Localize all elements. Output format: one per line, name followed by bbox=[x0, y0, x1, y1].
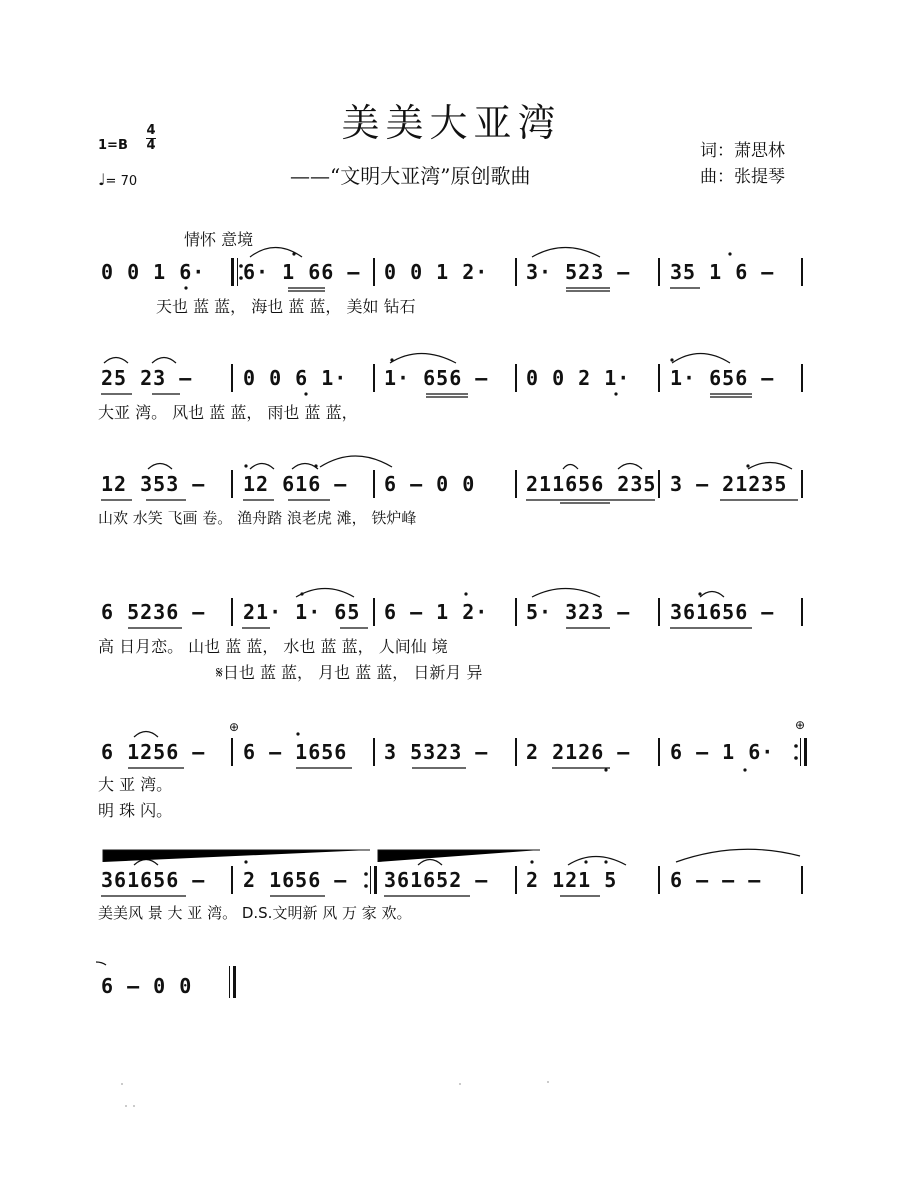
measure: 21· 1· 65 bbox=[243, 600, 361, 624]
slur bbox=[250, 464, 274, 470]
measure: 2 121 5 bbox=[526, 868, 618, 892]
coda-icon: ⊕ bbox=[795, 718, 806, 732]
slur bbox=[676, 849, 800, 862]
slur bbox=[292, 464, 318, 470]
measure: 3· 523 – bbox=[526, 260, 631, 284]
measure: 6 – 0 0 bbox=[101, 974, 193, 998]
measure: 3 – 21235 bbox=[670, 472, 788, 496]
measure: 25 23 – bbox=[101, 366, 193, 390]
coda-icon: ⊕ bbox=[229, 720, 240, 734]
slur bbox=[618, 464, 642, 470]
slur bbox=[296, 589, 354, 598]
slur bbox=[532, 248, 600, 258]
measure: 6 – 0 0 bbox=[384, 472, 476, 496]
expression-marking: 情怀 意境 bbox=[184, 230, 254, 249]
time-signature-bottom: 4 bbox=[146, 138, 156, 153]
measure: 6· 1 66 – bbox=[243, 260, 361, 284]
slur bbox=[568, 857, 626, 866]
measure: 6 – 1 6· bbox=[670, 740, 775, 764]
measure: 12 353 – bbox=[101, 472, 206, 496]
slur bbox=[134, 732, 158, 738]
measure: 35 1 6 – bbox=[670, 260, 775, 284]
measure: 0 0 1 2· bbox=[384, 260, 489, 284]
lyrics-line: 𝄋日也 蓝 蓝， 月也 蓝 蓝， 日新月 异 bbox=[216, 663, 483, 682]
measure: 1· 656 – bbox=[384, 366, 489, 390]
measure: 0 0 6 1· bbox=[243, 366, 348, 390]
measure: 6 5236 – bbox=[101, 600, 206, 624]
measure: 1· 656 – bbox=[670, 366, 775, 390]
time-signature-top: 4 bbox=[146, 123, 156, 138]
measure: 0 0 2 1· bbox=[526, 366, 631, 390]
measure: 6 – 1656 bbox=[243, 740, 348, 764]
measure: 3 5323 – bbox=[384, 740, 489, 764]
measure: 6 1256 – bbox=[101, 740, 206, 764]
lyricist-credit: 词：萧思林 bbox=[700, 141, 785, 161]
measure: 0 0 1 6· bbox=[101, 260, 206, 284]
slur bbox=[148, 464, 172, 470]
slur bbox=[748, 463, 792, 470]
slur bbox=[152, 358, 176, 364]
slur bbox=[672, 354, 730, 364]
lyrics-line: 山欢 水笑 飞画 卷。 渔舟踏 浪老虎 滩， 铁炉峰 bbox=[98, 509, 417, 527]
lyrics-line: 大 亚 湾。 bbox=[98, 775, 173, 794]
lyrics-line: 美美风 景 大 亚 湾。 D.S.文明新 风 万 家 欢。 bbox=[98, 904, 412, 922]
measure: 12 616 – bbox=[243, 472, 348, 496]
tempo-value: = 70 bbox=[105, 174, 138, 189]
measure: 361656 – bbox=[670, 600, 775, 624]
lyrics-line: 天也 蓝 蓝， 海也 蓝 蓝， 美如 钻石 bbox=[156, 297, 416, 316]
measure: 211656 235 bbox=[526, 472, 657, 496]
slur bbox=[104, 358, 128, 364]
quarter-note-icon: ♩ bbox=[98, 170, 106, 189]
lyrics-line: 高 日月恋。 山也 蓝 蓝， 水也 蓝 蓝， 人间仙 境 bbox=[98, 637, 448, 656]
measure: 361652 – bbox=[384, 868, 489, 892]
song-title: 美美大亚湾 bbox=[341, 101, 562, 145]
slur bbox=[390, 354, 456, 364]
lyrics-line: 明 珠 闪。 bbox=[98, 801, 173, 820]
measure: 361656 – bbox=[101, 868, 206, 892]
key-signature: 1=B bbox=[98, 138, 128, 153]
slur bbox=[96, 962, 106, 965]
measure: 5· 323 – bbox=[526, 600, 631, 624]
lyrics-line: 大亚 湾。 风也 蓝 蓝， 雨也 蓝 蓝， bbox=[98, 403, 358, 422]
slur bbox=[320, 456, 392, 467]
slur bbox=[418, 860, 442, 866]
measure: 6 – – – bbox=[670, 868, 762, 892]
slur bbox=[563, 465, 578, 470]
measure: 2 1656 – bbox=[243, 868, 348, 892]
slur bbox=[532, 589, 600, 598]
slur bbox=[700, 592, 724, 598]
song-subtitle: ——“文明大亚湾”原创歌曲 bbox=[290, 164, 531, 188]
measure: 2 2126 – bbox=[526, 740, 631, 764]
measure: 6 – 1 2· bbox=[384, 600, 489, 624]
composer-credit: 曲：张提琴 bbox=[700, 167, 785, 187]
